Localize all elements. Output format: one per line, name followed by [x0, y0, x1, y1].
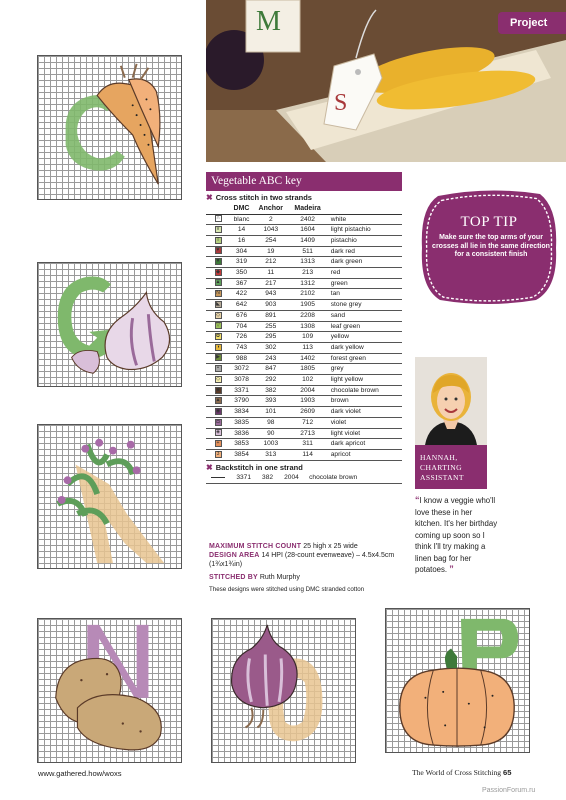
- cell-dmc: 319: [230, 257, 253, 268]
- table-row: [206, 321, 402, 332]
- cell-name: violet: [327, 417, 402, 428]
- cell-anchor: 98: [253, 417, 288, 428]
- herbs-illustration: [38, 425, 181, 568]
- design-details: MAXIMUM STITCH COUNT 25 high x 25 wide DESIGN AREA 14 HPI (28-count evenweave) – 4.5x4.5cm (1¾x1¾in) STITCHED BY Ruth Murphy These designs were stitched using DMC stranded cotton: [209, 542, 409, 594]
- cell-name: grey: [327, 364, 402, 375]
- cell-anchor: 891: [253, 310, 288, 321]
- symbol-swatch-icon: v: [215, 226, 222, 233]
- table-row: [206, 396, 402, 407]
- table-row: [206, 332, 402, 343]
- cell-name: dark apricot: [327, 439, 402, 450]
- cell-name: dark violet: [327, 407, 402, 418]
- cell-anchor: 90: [253, 428, 288, 439]
- photo-tile-letter: M: [256, 6, 281, 37]
- cell-anchor: 2: [253, 214, 288, 225]
- page-number: 65: [503, 768, 512, 777]
- cell-dmc: 704: [230, 321, 253, 332]
- table-row: [206, 268, 402, 279]
- tip-title: TOP TIP: [460, 214, 518, 230]
- cell-name: green: [327, 278, 402, 289]
- cell-dmc: 14: [230, 225, 253, 236]
- carrot-illustration: [38, 56, 181, 199]
- cell-anchor: 11: [253, 268, 288, 279]
- cell-anchor: 847: [253, 364, 288, 375]
- thread-note: These designs were stitched using DMC stranded cotton: [209, 585, 365, 593]
- cell-madeira: 2208: [288, 310, 326, 321]
- cell-madeira: 2004: [288, 385, 326, 396]
- open-quote-mark: “: [415, 495, 420, 505]
- cell-name: pistachio: [327, 235, 402, 246]
- cell-dmc: 743: [230, 342, 253, 353]
- cell-dmc: 726: [230, 332, 253, 343]
- symbol-swatch-icon: ♥: [215, 247, 222, 254]
- symbol-swatch-icon: +: [215, 440, 222, 447]
- cell-madeira: 2713: [288, 428, 326, 439]
- onion-illustration: [212, 619, 355, 762]
- cell-dmc: 16: [230, 235, 253, 246]
- symbol-swatch-icon: ▲: [215, 279, 221, 286]
- table-row: [206, 246, 402, 257]
- symbol-swatch-icon: 3: [215, 451, 222, 458]
- table-row: [206, 364, 402, 375]
- cell-madeira: 213: [288, 268, 326, 279]
- chart-h-herbs: [37, 424, 182, 569]
- cell-madeira: 1903: [288, 396, 326, 407]
- top-tip-badge: [418, 188, 560, 306]
- table-row: [206, 257, 402, 268]
- chart-o-onion: [211, 618, 356, 763]
- cell-madeira: 311: [288, 439, 326, 450]
- cell-name: light yellow: [327, 375, 402, 386]
- cell-madeira: 712: [288, 417, 326, 428]
- cell-name: forest green: [327, 353, 402, 364]
- cell-name: dark green: [327, 257, 402, 268]
- close-quote-mark: ”: [449, 564, 454, 574]
- pumpkin-illustration: [386, 609, 529, 752]
- table-row: [206, 342, 402, 353]
- table-row: [206, 417, 402, 428]
- symbol-swatch-icon: ✿: [215, 332, 221, 339]
- table-row: [206, 225, 402, 236]
- chart-n-potatoes: [37, 618, 182, 763]
- cell-anchor: 313: [253, 449, 288, 460]
- cell-name: brown: [327, 396, 402, 407]
- symbol-swatch-icon: ■: [216, 386, 220, 393]
- cell-name: chocolate brown: [327, 385, 402, 396]
- section-tab[interactable]: Project: [498, 12, 566, 34]
- cell-dmc: 3072: [230, 364, 253, 375]
- cell-madeira: 2402: [288, 214, 326, 225]
- cell-dmc: 3078: [230, 375, 253, 386]
- potatoes-illustration: [38, 619, 181, 762]
- symbol-swatch-icon: ▼: [215, 258, 221, 265]
- person-name-card: HANNAH, CHARTING ASSISTANT: [415, 445, 487, 489]
- cell-dmc: 3854: [230, 449, 253, 460]
- table-row: [206, 449, 402, 460]
- table-row: [206, 300, 402, 311]
- table-row: [206, 407, 402, 418]
- cell-anchor: 217: [253, 278, 288, 289]
- cell-anchor: 382: [253, 385, 288, 396]
- backstitch-line-icon: [211, 477, 225, 478]
- cell-anchor: 393: [253, 396, 288, 407]
- cross-icon: ✖: [206, 193, 213, 202]
- symbol-swatch-icon: ▽: [216, 322, 220, 329]
- cell-madeira: 1313: [288, 257, 326, 268]
- cell-madeira: 113: [288, 342, 326, 353]
- cell-anchor: 292: [253, 375, 288, 386]
- cell-madeira: 511: [288, 246, 326, 257]
- cell-name: light violet: [327, 428, 402, 439]
- table-row: [206, 310, 402, 321]
- chart-p-pumpkin: [385, 608, 530, 753]
- cell-dmc: 3834: [230, 407, 253, 418]
- chart-c-carrot: [37, 55, 182, 200]
- cell-dmc: 3371: [230, 385, 253, 396]
- chart-g-garlic: [37, 262, 182, 387]
- cell-madeira: 2102: [288, 289, 326, 300]
- cell-madeira: 1805: [288, 364, 326, 375]
- cell-madeira: 1308: [288, 321, 326, 332]
- cell-name: red: [327, 268, 402, 279]
- cell-madeira: 1409: [288, 235, 326, 246]
- symbol-swatch-icon: ▶: [216, 354, 220, 361]
- cell-dmc: 422: [230, 289, 253, 300]
- backstitch-table: [206, 473, 402, 484]
- cell-anchor: 243: [253, 353, 288, 364]
- cell-anchor: 254: [253, 235, 288, 246]
- cell-dmc: 367: [230, 278, 253, 289]
- tip-body: Make sure the top arms of your crosses all lie in the same direction for a consistent finish: [432, 234, 550, 258]
- cross-icon: ✖: [206, 462, 213, 472]
- cell-anchor: 101: [253, 407, 288, 418]
- cell-anchor: 1043: [253, 225, 288, 236]
- cell-dmc: 3836: [230, 428, 253, 439]
- photo-tag-letter: S: [334, 90, 348, 116]
- table-header: DMC Anchor Madeira: [206, 203, 402, 214]
- symbol-swatch-icon: ◑: [216, 343, 220, 350]
- cell-dmc: 3835: [230, 417, 253, 428]
- cell-madeira: 1402: [288, 353, 326, 364]
- symbol-swatch-icon: ◘: [216, 418, 220, 425]
- cell-name: light pistachio: [327, 225, 402, 236]
- symbol-swatch-icon: ◉: [215, 407, 221, 414]
- cell-dmc: 676: [230, 310, 253, 321]
- garlic-illustration: [38, 263, 181, 386]
- cell-anchor: 295: [253, 332, 288, 343]
- cell-madeira: 114: [288, 449, 326, 460]
- table-row: [206, 385, 402, 396]
- backstitch-heading: ✖ Backstitch in one strand: [206, 462, 303, 472]
- cell-name: apricot: [327, 449, 402, 460]
- table-row: [206, 235, 402, 246]
- cell-madeira: 102: [288, 375, 326, 386]
- table-row: [206, 289, 402, 300]
- watermark: PassionForum.ru: [482, 787, 536, 794]
- cross-stitch-heading: ✖ Cross stitch in two strands: [206, 193, 312, 202]
- thread-table: [206, 203, 402, 461]
- hannah-portrait: [415, 357, 487, 445]
- symbol-swatch-icon: T: [216, 236, 220, 243]
- footer-url[interactable]: www.gathered.how/woxs: [38, 769, 122, 778]
- cell-anchor: 302: [253, 342, 288, 353]
- table-row: [206, 278, 402, 289]
- cell-name: stone grey: [327, 300, 402, 311]
- cell-dmc: 304: [230, 246, 253, 257]
- cell-name: dark yellow: [327, 342, 402, 353]
- table-row: [206, 353, 402, 364]
- cell-dmc: 350: [230, 268, 253, 279]
- cell-anchor: 943: [253, 289, 288, 300]
- symbol-swatch-icon: ▲: [215, 397, 221, 404]
- cell-name: tan: [327, 289, 402, 300]
- cell-madeira: 1312: [288, 278, 326, 289]
- cell-anchor: 1003: [253, 439, 288, 450]
- cell-dmc: 3853: [230, 439, 253, 450]
- cell-madeira: 1905: [288, 300, 326, 311]
- symbol-swatch-icon: ◣: [216, 300, 220, 307]
- cell-dmc: 642: [230, 300, 253, 311]
- symbol-swatch-icon: N: [216, 290, 220, 297]
- cell-name: white: [327, 214, 402, 225]
- cell-anchor: 903: [253, 300, 288, 311]
- key-title: Vegetable ABC key: [206, 172, 402, 191]
- symbol-swatch-icon: ◈: [216, 429, 220, 436]
- cell-dmc: blanc: [230, 214, 253, 225]
- cell-name: sand: [327, 310, 402, 321]
- cell-name: leaf green: [327, 321, 402, 332]
- symbol-swatch-icon: ◆: [216, 268, 220, 275]
- cell-madeira: 2609: [288, 407, 326, 418]
- symbol-swatch-icon: ∩: [216, 215, 220, 222]
- cell-anchor: 19: [253, 246, 288, 257]
- cell-name: dark red: [327, 246, 402, 257]
- cell-dmc: 988: [230, 353, 253, 364]
- table-row: [206, 439, 402, 450]
- table-row: [206, 375, 402, 386]
- stitch-key: [206, 172, 402, 484]
- person-quote: “I know a veggie who'll love these in her kitchen. It's her birthday coming up soon so I think I'll try making a linen bag for her potatoes. ”: [415, 495, 498, 574]
- cell-madeira: 1604: [288, 225, 326, 236]
- cell-madeira: 109: [288, 332, 326, 343]
- cell-name: yellow: [327, 332, 402, 343]
- symbol-swatch-icon: ◇: [216, 311, 220, 318]
- cell-anchor: 255: [253, 321, 288, 332]
- symbol-swatch-icon: ◇: [216, 375, 220, 382]
- footer-magazine: The World of Cross Stitching 65: [412, 768, 512, 777]
- table-row: [206, 214, 402, 225]
- cell-dmc: 3790: [230, 396, 253, 407]
- table-row: [206, 428, 402, 439]
- table-row: 3371 382 2004 chocolate brown: [206, 473, 402, 484]
- cell-anchor: 212: [253, 257, 288, 268]
- symbol-swatch-icon: •: [215, 365, 222, 372]
